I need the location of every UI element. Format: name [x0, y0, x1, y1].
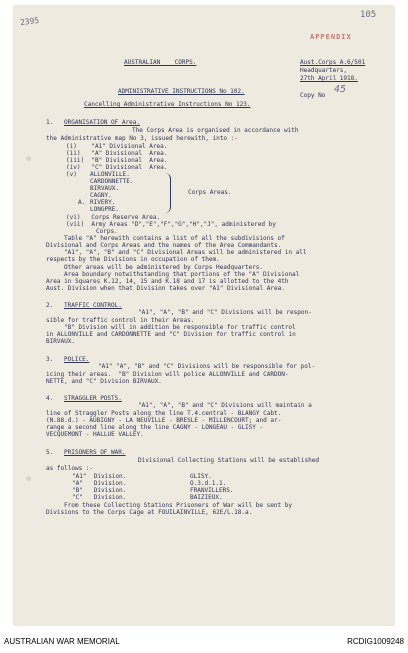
text-line: respects by the Divisions in occupation of them.	[46, 256, 220, 263]
document-title: ADMINISTRATIVE INSTRUCTIONS No 102.	[118, 88, 245, 95]
section-heading: STRAGGLER POSTS.	[64, 395, 122, 402]
cancelling-line: Cancelling Administrative Instructions No 123.	[84, 101, 251, 108]
list-item: (v)	[66, 171, 77, 178]
list-item: (iv) "C" Divisional Area.	[66, 164, 168, 171]
list-item: (vii) Army Areas "D","E","F","G","H","J", administered by	[66, 221, 276, 228]
text-line: sible for traffic control in their Areas.	[46, 317, 195, 324]
text-line: the Administrative map No 3, issued herewith, into :-	[46, 135, 238, 142]
section-heading: POLICE.	[64, 356, 90, 363]
appendix-stamp: APPENDIX	[310, 33, 352, 41]
text-line: range a second line along the line CAGNY - LONGEAU - GLISY -	[46, 424, 264, 431]
reference-number: Aust.Corps A.6/501	[300, 59, 366, 66]
text-line: Area in Squares K.12, 14, 15 and K.18 and 17 is allotted to the 4th	[46, 278, 289, 285]
list-item: (vi) Corps Reserve Area.	[66, 214, 161, 221]
copy-label: Copy No	[300, 92, 326, 99]
archive-id: RCDIG1009248	[347, 637, 404, 646]
section-number: 5.	[46, 449, 54, 456]
archive-name: AUSTRALIAN WAR MEMORIAL	[4, 637, 120, 646]
list-item: (i) "A1" Divisional Area.	[66, 143, 168, 150]
list-item: Corps.	[96, 228, 118, 235]
town-prefix: A.	[78, 199, 86, 206]
division-name: "A1" Division.	[72, 473, 127, 480]
copy-number: 45	[334, 84, 346, 95]
town-name: ALLONVILLE.	[90, 171, 130, 178]
text-line: Area boundary notwithstanding that portions of the "A" Divisional	[64, 271, 300, 278]
text-line: in ALLONVILLE and CARDONNETTE and "C" Division for traffic control in	[46, 331, 296, 338]
text-line: The Corps Area is organised in accordance with	[132, 127, 299, 134]
list-item: (ii) "A" Divisional Area.	[66, 150, 168, 157]
text-line: "A1" "A", "B" and "C" Divisions will be responsible for pol-	[98, 363, 316, 370]
punch-hole	[26, 156, 31, 161]
document-page	[14, 6, 394, 626]
corps-areas-label: Corps Areas.	[188, 189, 232, 196]
grouping-brace	[164, 173, 171, 213]
section-number: 1.	[46, 119, 54, 126]
text-line: BIRVAUX.	[46, 338, 75, 345]
document-date: 27th April 1918.	[300, 75, 358, 82]
text-line: VECQUEMONT - HALLUE VALLEY.	[46, 431, 144, 438]
section-heading: TRAFFIC CONTROL.	[64, 302, 122, 309]
text-line: NETTE, and "C" Division BIRVAUX.	[46, 378, 162, 385]
text-line: line of Straggler Posts along the line T.4.central - BLANGY Cabt.	[46, 410, 282, 417]
list-item: (iii) "B" Divisional Area.	[66, 157, 168, 164]
section-number: 2.	[46, 302, 54, 309]
hq-label: Headquarters,	[300, 67, 348, 74]
section-number: 3.	[46, 356, 54, 363]
archive-footer	[0, 626, 408, 653]
division-name: "B" Division.	[72, 487, 127, 494]
town-name: LONGPRE.	[90, 206, 119, 213]
town-name: RIVERY.	[90, 199, 116, 206]
text-line: "A1", "A", "B" and "C" Divisional Areas will be administered in all	[64, 249, 307, 256]
text-line: Aust. Division when that Division takes over "A1" Divisional Area.	[46, 285, 285, 292]
text-line: "A1", "A", "B" and "C" Divisions will maintain a	[138, 402, 312, 409]
section-number: 4.	[46, 395, 54, 402]
station-place: O.3.d.1.1.	[190, 480, 227, 487]
text-line: Divisional Collecting Stations will be established	[138, 457, 319, 464]
town-name: BIRVAUX.	[90, 185, 119, 192]
page-number: 105	[360, 10, 377, 20]
text-line: icing their areas. "B" Division will police ALLONVILLE and CARDON-	[46, 371, 289, 378]
town-name: CARDONNETTE.	[90, 178, 134, 185]
text-line: "B" Division will in addition be responsible for traffic control	[64, 324, 296, 331]
division-name: "C" Division.	[72, 494, 127, 501]
text-line: Table "A" herewith contains a list of all the subdivisions of	[64, 235, 285, 242]
org-title: AUSTRALIAN CORPS.	[124, 59, 197, 66]
text-line: From these Collecting Stations Prisoners of War will be sent by	[64, 502, 292, 509]
text-line: (N.88.d.) - AUBIGNY - LA NEUVILLE - BRESLE - MILLENCOURT; and ar-	[46, 417, 282, 424]
station-place: BAIZIEUX.	[190, 494, 223, 501]
section-heading: PRISONERS OF WAR.	[64, 449, 126, 456]
text-line: "A1", "A", "B" and "C" Divisions will be respon-	[138, 309, 312, 316]
station-place: FRANVILLERS.	[190, 487, 234, 494]
town-name: CAGNY.	[90, 192, 112, 199]
section-heading: ORGANISATION OF Area.	[64, 119, 140, 126]
text-line: Divisional and Corps Areas and the names of the Area Commandants.	[46, 242, 282, 249]
station-place: GLISY.	[190, 473, 212, 480]
text-line: Other areas will be administered by Corps Headquarters.	[64, 264, 264, 271]
division-name: "A" Division.	[72, 480, 127, 487]
text-line: as follows :-	[46, 465, 94, 472]
text-line: Divisions to the Corps Cage at FOUILAINVILLE, 62E/L.18.a.	[46, 509, 253, 516]
pencil-reference: 2395	[19, 15, 40, 28]
punch-hole	[26, 476, 31, 481]
